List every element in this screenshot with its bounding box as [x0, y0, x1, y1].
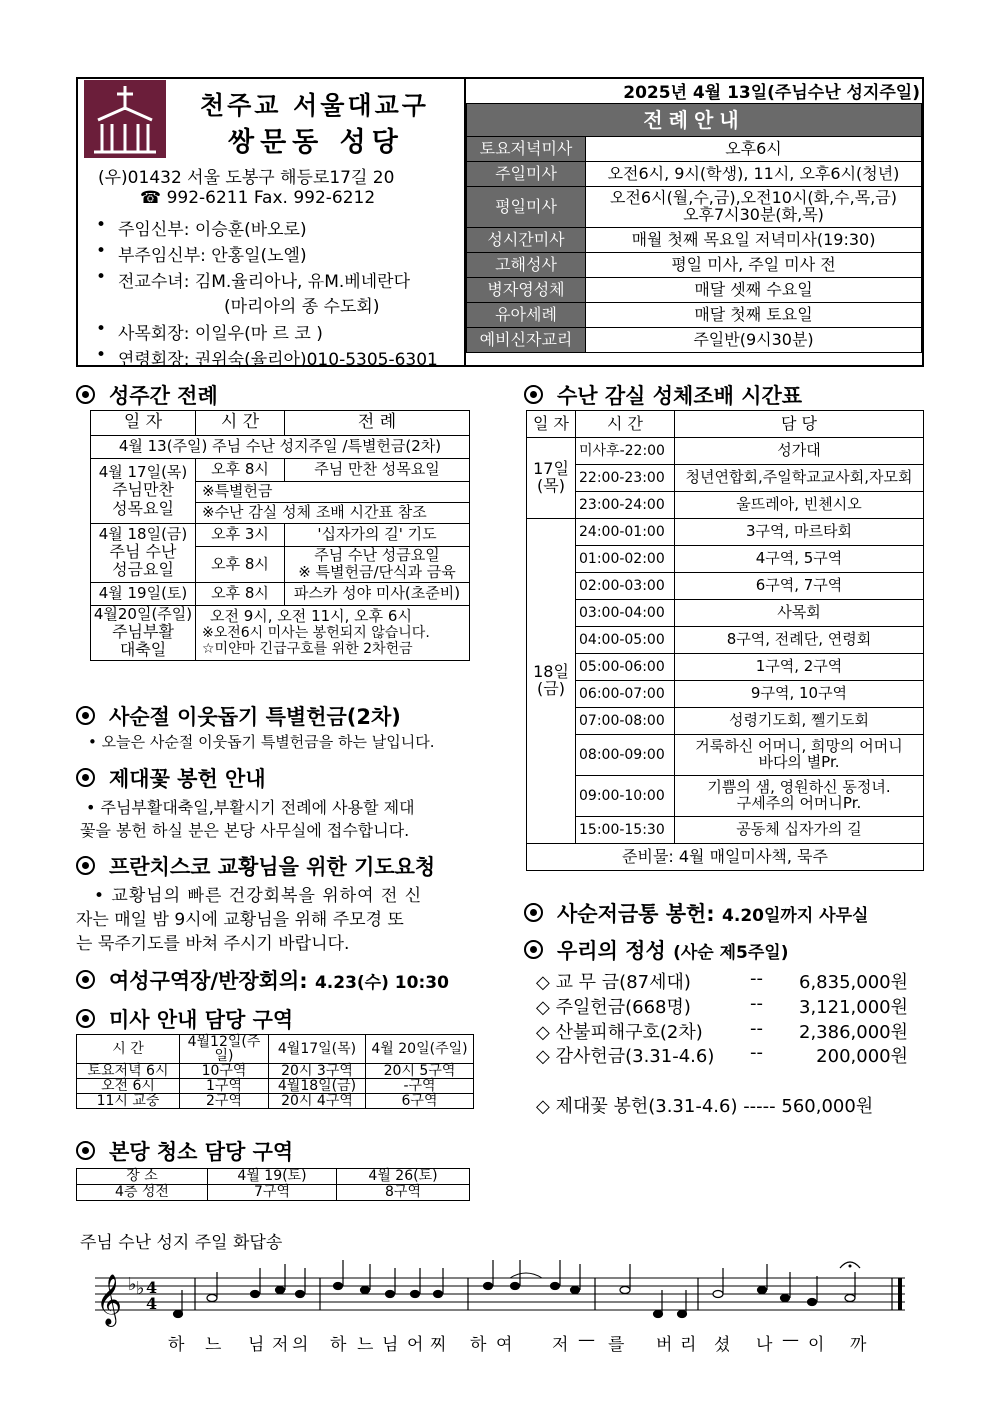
time-cell: 07:00-08:00 [576, 708, 675, 735]
offering-sub: (사순 제5주일) [673, 943, 789, 963]
table-cell: 20시 4구역 [269, 1094, 366, 1109]
liturgy-label: 유아세례 [467, 303, 586, 328]
table-cell: 20시 5구역 [366, 1064, 474, 1079]
day-name: 주님부활 대축일 [112, 621, 174, 660]
lent-box-heading [524, 898, 868, 928]
table-cell: 4층 성전 [77, 1185, 208, 1201]
liturgy-label: 예비신자교리 [467, 328, 586, 353]
table-cell: 4월18일(금) [269, 1079, 366, 1094]
lyric-syllable: 느 [357, 1335, 374, 1355]
time-cell: 04:00-05:00 [576, 627, 675, 654]
liturgy-table [466, 103, 922, 353]
bullet-icon [76, 856, 95, 875]
note-cell: ※수난 감실 성체 조배 시간표 참조 [196, 503, 470, 524]
offering-title: 우리의 정성 [557, 939, 666, 963]
easter-times: 오전 9시, 오전 11시, 오후 6시 [210, 606, 412, 625]
pope-prayer-line2: 자는 매일 밤 9시에 교황님을 위해 주모경 또 [76, 910, 404, 930]
liturgy-cell: 파스카 성야 미사(초준비) [285, 582, 470, 605]
liturgy-cell: 주님 만찬 성목요일 [285, 459, 470, 482]
liturgy-label: 토요저녁미사 [467, 137, 586, 162]
assignee-cell: 청년연합회,주일학교교사회,자모회 [675, 465, 924, 492]
lyric-syllable: 이 [808, 1335, 825, 1355]
weekday-mass-line1: 오전6시(월,수,금),오전10시(화,수,목,금) [610, 188, 897, 208]
phone-icon: ☎ [140, 188, 162, 208]
col-header: 시 간 [77, 1035, 180, 1064]
address: (우)01432 서울 도봉구 해등로17길 20 [98, 168, 395, 188]
time-signature-bottom: 4 [146, 1294, 158, 1313]
day-date: 4월20일(주일) [93, 604, 193, 623]
staff-funeral: • 연령회장: 권위숙(율리아)010-5305-6301 [96, 345, 438, 370]
time-cell: 09:00-10:00 [576, 776, 675, 817]
table-cell: 1구역 [180, 1079, 269, 1094]
bullet-icon [524, 940, 543, 959]
day-cell: 17일 (목) [527, 438, 576, 519]
psalm-lyrics [160, 1330, 880, 1354]
lent-offering-heading [76, 701, 401, 731]
easter-note: ※오전6시 미사는 봉헌되지 않습니다. [202, 625, 430, 642]
time-cell: 02:00-03:00 [576, 573, 675, 600]
col-header: 시 간 [576, 411, 675, 438]
time-cell: 06:00-07:00 [576, 681, 675, 708]
bullet-icon [524, 903, 543, 922]
day-cell: 18일 (금) [527, 519, 576, 844]
liturgy-label: 평일미사 [467, 187, 586, 228]
final-barline [898, 1278, 902, 1310]
altar-flowers-title: 제대꽃 봉헌 안내 [109, 767, 266, 791]
time-cell: 오후 8시 [196, 582, 285, 605]
lyric-syllable: — [782, 1330, 799, 1350]
bullet-icon [76, 706, 95, 725]
liturgy-value: 평일 미사, 주일 미사 전 [586, 253, 922, 278]
time-cell: 22:00-23:00 [576, 465, 675, 492]
day-date: 4월 18일(금) [98, 524, 188, 543]
adoration-footer: 준비물: 4월 매일미사책, 묵주 [527, 844, 924, 871]
flat-icon: ♭ [128, 1274, 137, 1295]
staff-sisters: • 전교수녀: 김M.율리아나, 유M.베네란다 [96, 267, 410, 292]
lyric-syllable: 찌 [430, 1335, 447, 1355]
cleaning-heading [76, 1136, 293, 1166]
assignee-cell: 울뜨레아, 빈첸시오 [675, 492, 924, 519]
offering-item-amount: 6,835,000원 [799, 972, 908, 993]
table-cell: -구역 [366, 1079, 474, 1094]
bullet-icon [76, 1141, 95, 1160]
offering-item-dash: -- [750, 1042, 763, 1063]
col-header: 일 자 [91, 411, 196, 436]
assignee-cell: 성령기도회, 쩰기도회 [675, 708, 924, 735]
day-cell [91, 459, 196, 524]
pope-prayer-line3: 는 묵주기도를 바쳐 주시기 바랍니다. [76, 934, 350, 954]
altar-flower-amount: 560,000원 [781, 1096, 874, 1117]
offering-item-label: ◇ 교 무 금(87세대) [536, 972, 691, 993]
assignee-cell: 기쁨의 샘, 영원하신 동정녀. 구세주의 어머니Pr. [675, 776, 924, 817]
assignee-cell: 4구역, 5구역 [675, 546, 924, 573]
table-cell: 7구역 [208, 1185, 337, 1201]
lyric-syllable: 리 [680, 1335, 697, 1355]
altar-flowers-heading [76, 763, 266, 793]
bullet-icon [76, 768, 95, 787]
altar-flower-label: ◇ 제대꽃 봉헌(3.31-4.6) ----- [536, 1096, 782, 1117]
day-cell [91, 605, 196, 660]
lyric-syllable: 버 [656, 1335, 673, 1355]
liturgy-value: 오전6시, 9시(학생), 11시, 오후6시(청년) [586, 162, 922, 187]
lyric-syllable: 어 [407, 1335, 424, 1355]
table-cell: 8구역 [337, 1185, 470, 1201]
psalm-title: 주님 수난 성지 주일 화답송 [80, 1233, 283, 1253]
col-header: 장 소 [77, 1169, 208, 1185]
offering-heading [524, 935, 788, 965]
assignee-cell: 9구역, 10구역 [675, 681, 924, 708]
day-cell [91, 524, 196, 583]
col-header: 4월 26(토) [337, 1169, 470, 1185]
col-header: 담 당 [675, 411, 924, 438]
table-cell: 6구역 [366, 1094, 474, 1109]
altar-flowers-line2: 꽃을 봉헌 하실 분은 본당 사무실에 접수합니다. [80, 821, 410, 840]
assignee-cell: 1구역, 2구역 [675, 654, 924, 681]
holy-week-title: 성주간 전례 [109, 384, 218, 408]
table-cell: 10구역 [180, 1064, 269, 1079]
offering-item-dash: -- [750, 993, 763, 1014]
bullet-icon [76, 385, 95, 404]
offering-item-amount: 200,000원 [816, 1046, 908, 1067]
adoration-table [526, 410, 924, 871]
offering-item-dash: -- [750, 968, 763, 989]
time-cell: 01:00-02:00 [576, 546, 675, 573]
cleaning-table [76, 1168, 470, 1201]
lyric-syllable: 하 [168, 1335, 185, 1355]
assignee-cell: 사목회 [675, 600, 924, 627]
liturgy-label: 성시간미사 [467, 228, 586, 253]
liturgy-label: 주일미사 [467, 162, 586, 187]
weekday-mass-line2: 오후7시30분(화,목) [683, 205, 824, 224]
pope-prayer-heading [76, 851, 435, 881]
lent-offering-text: • 오늘은 사순절 이웃돕기 특별헌금을 하는 날입니다. [88, 733, 435, 751]
lent-offering-title: 사순절 이웃돕기 특별헌금(2차) [109, 705, 401, 729]
bullet-icon [76, 1009, 95, 1028]
time-cell: 미사후-22:00 [576, 438, 675, 465]
adoration-heading [524, 380, 802, 410]
meeting-detail: 4.23(수) 10:30 [314, 973, 449, 993]
mass-guide-heading [76, 1004, 293, 1034]
time-cell: 오후 8시 [196, 459, 285, 482]
altar-flowers-line1: • 주님부활대축일,부활시기 전례에 사용할 제대 [86, 798, 415, 817]
liturgy-value [586, 187, 922, 228]
parish-name-line1: 천주교 서울대교구 [200, 91, 429, 120]
lyric-syllable: — [578, 1330, 595, 1350]
lyric-syllable: 님 [382, 1335, 399, 1355]
day-name: 주님만찬 성목요일 [112, 480, 174, 518]
table-cell: 11시 교중 [77, 1094, 180, 1109]
time-cell: 05:00-06:00 [576, 654, 675, 681]
offering-item-amount: 3,121,000원 [799, 997, 908, 1018]
mass-guide-table [76, 1034, 474, 1109]
lyric-syllable: 하 [470, 1335, 487, 1355]
table-cell: 20시 3구역 [269, 1064, 366, 1079]
col-header: 4월 19(토) [208, 1169, 337, 1185]
lyric-syllable: 저 [272, 1335, 289, 1355]
liturgy-value: 오후6시 [586, 137, 922, 162]
assignee-cell: 거룩하신 어머니, 희망의 어머니 바다의 별Pr. [675, 735, 924, 776]
time-cell: 03:00-04:00 [576, 600, 675, 627]
table-cell: 오전 6시 [77, 1079, 180, 1094]
lyric-syllable: 느 [205, 1335, 222, 1355]
offering-item-dash: -- [750, 1018, 763, 1039]
phone-line [140, 188, 375, 208]
col-header: 4월 20일(주일) [366, 1035, 474, 1064]
time-cell: 15:00-15:30 [576, 817, 675, 844]
assignee-cell: 6구역, 7구역 [675, 573, 924, 600]
liturgy-title: 전례안내 [467, 104, 922, 137]
liturgy-cell: '십자가의 길' 기도 [285, 524, 470, 547]
lyric-syllable: 하 [330, 1335, 347, 1355]
fermata-dot [849, 1265, 852, 1268]
offering-item-amount: 2,386,000원 [799, 1022, 908, 1043]
phone-number: 992-6211 Fax. 992-6212 [166, 188, 376, 208]
meeting-heading [76, 965, 449, 995]
pope-prayer-line1: • 교황님의 빠른 건강회복을 위하여 전 신 [94, 886, 423, 906]
offering-item-label: ◇ 감사헌금(3.31-4.6) [536, 1046, 715, 1067]
note-cell: ※특별헌금 [196, 482, 470, 503]
liturgy-value: 매달 첫째 토요일 [586, 303, 922, 328]
day-name: 주님 수난 성금요일 [109, 541, 177, 580]
liturgy-label: 병자영성체 [467, 278, 586, 303]
liturgy-label: 고해성사 [467, 253, 586, 278]
lyric-syllable: 저 [552, 1335, 569, 1355]
easter-collection: ☆미얀마 긴급구호를 위한 2차헌금 [202, 641, 413, 658]
assignee-cell: 공동체 십자가의 길 [675, 817, 924, 844]
meeting-title: 여성구역장/반장회의: [109, 969, 308, 993]
cleaning-title: 본당 청소 담당 구역 [109, 1140, 294, 1164]
time-cell: 오후 8시 [196, 547, 285, 583]
assignee-cell: 3구역, 마르타회 [675, 519, 924, 546]
lyric-syllable: 님 [248, 1335, 265, 1355]
time-cell: 08:00-09:00 [576, 735, 675, 776]
bulletin-date: 2025년 4월 13일(주님수난 성지주일) [623, 83, 920, 103]
staff-sisters-order: (마리아의 종 수도회) [224, 297, 380, 317]
lent-box-title: 사순저금통 봉헌: [557, 902, 715, 926]
treble-clef-icon: 𝄞 [96, 1274, 123, 1325]
pope-prayer-title: 프란치스코 교황님을 위한 기도요청 [109, 855, 436, 879]
lyric-syllable: 셨 [714, 1335, 731, 1355]
liturgy-value: 매달 셋째 수요일 [586, 278, 922, 303]
day-date: 4월 17일(목) [98, 462, 188, 481]
offering-item-label: ◇ 산불피해구호(2차) [536, 1022, 703, 1043]
good-friday-title: 주님 수난 성금요일 [314, 546, 440, 564]
offering-item-label: ◇ 주일헌금(668명) [536, 997, 691, 1018]
col-header: 4월17일(목) [269, 1035, 366, 1064]
col-header: 4월12일(주일) [180, 1035, 269, 1064]
table-cell: 2구역 [180, 1094, 269, 1109]
assignee-cell: 8구역, 전례단, 연령회 [675, 627, 924, 654]
assignee-cell: 성가대 [675, 438, 924, 465]
mass-guide-title: 미사 안내 담당 구역 [109, 1008, 294, 1032]
liturgy-value: 주일반(9시30분) [586, 328, 922, 353]
staff-council: • 사목회장: 이일우(마 르 코 ) [96, 319, 323, 344]
holy-week-heading [76, 380, 218, 410]
lyric-syllable: 를 [608, 1335, 625, 1355]
time-cell: 24:00-01:00 [576, 519, 675, 546]
day-date: 4월 19일(토) [91, 582, 196, 605]
lent-box-detail: 4.20일까지 사무실 [722, 906, 869, 926]
adoration-title: 수난 감실 성체조배 시간표 [557, 384, 803, 408]
lyric-syllable: 의 [292, 1335, 309, 1355]
col-header: 전 례 [285, 411, 470, 436]
good-friday-note: ※ 특별헌금/단식과 금육 [298, 563, 456, 582]
bullet-icon [76, 970, 95, 989]
time-signature-top: 4 [146, 1278, 158, 1297]
church-logo [84, 80, 166, 158]
easter-details [196, 605, 470, 660]
col-header: 일 자 [527, 411, 576, 438]
staff-assistant: • 부주임신부: 안홍일(노엘) [96, 241, 307, 266]
flat-icon: ♭ [136, 1278, 145, 1299]
liturgy-cell [285, 547, 470, 583]
church-logo-icon [84, 80, 166, 158]
holy-week-table [90, 410, 470, 661]
lyric-syllable: 여 [496, 1335, 513, 1355]
table-cell: 토요저녁 6시 [77, 1064, 180, 1079]
liturgy-value: 매월 첫째 목요일 저녁미사(19:30) [586, 228, 922, 253]
col-header: 시 간 [196, 411, 285, 436]
tie-arc [510, 1273, 542, 1278]
time-cell: 23:00-24:00 [576, 492, 675, 519]
altar-flower-offering [536, 1092, 873, 1118]
lyric-syllable: 나 [756, 1335, 773, 1355]
time-cell: 오후 3시 [196, 524, 285, 547]
staff-pastor: • 주임신부: 이승훈(바오로) [96, 215, 307, 240]
parish-name-line2: 쌍문동 성당 [228, 127, 404, 158]
week-row-palm-sunday: 4월 13(주일) 주님 수난 성지주일 /특별헌금(2차) [91, 436, 470, 459]
lyric-syllable: 까 [850, 1335, 867, 1355]
bullet-icon [524, 385, 543, 404]
